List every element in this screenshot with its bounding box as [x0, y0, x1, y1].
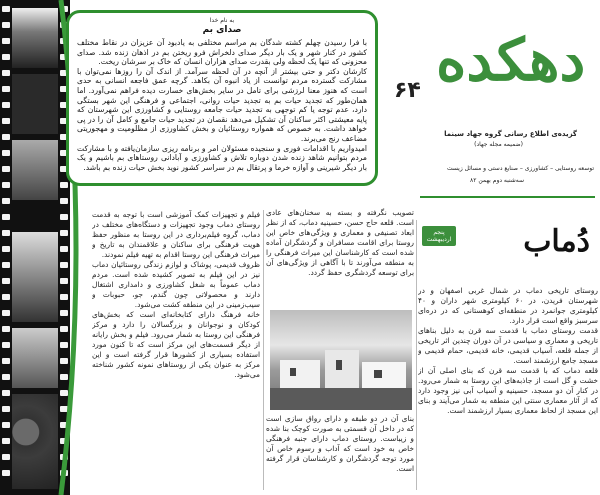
film-frame-portrait — [12, 140, 58, 200]
announcement-heading: صدای بم — [202, 25, 242, 35]
article-title: دُماب — [523, 224, 590, 259]
announcement-bismillah: به نام خدا — [209, 17, 235, 24]
separator-line — [420, 196, 595, 198]
announcement-paragraph: با فرا رسیدن چهلم کشته شدگان بم مراسم مختلفی به یادبود آن عزیزان در نقاط مختلف کشور در کنار شهر و یک بار دیگر صدای دلخراش فرو ریختن بم در اذهان زنده شد. صدای محزونی که تنها یک لحظه ولی بقدرت صدای هزاران انسان که خاک بر سرشان ریخت. — [77, 38, 367, 67]
contents-line: توسعه روستایی – کشاورزی – صنایع دستی و مسائل زیست — [446, 165, 594, 172]
masthead — [388, 20, 593, 150]
article-paragraph: قلعه دماب که با قدمت سه قرن که بنای اصلی آن از خشت و گل است از جاذبه‌های این روستا به شمار می‌رود. در کنار آن دو مسجد، حسینیه و آسیاب آبی نیز وجود دارد که از آثار معماری سنتی این منطقه به شمار می‌آیند و بنای این مسجد از لحاظ معماری بسیار ارزشمند است. — [418, 366, 598, 415]
issue-date: سه‌شنبه دوم بهمن ۸۲ — [470, 177, 525, 184]
announcement-box — [66, 10, 378, 186]
article-paragraph: تصویب نگرفته و بسته به سخنان‌های عادی است. قلعه حاج حسن، حسینیه دماب، که از نظر ابعاد تصنیفی و معماری و ویژگی‌های خاص این روستا برای اقامت مسافران و گردشگران آماده شده است که کارشناسان این میراث فرهنگی را به منطقه می‌آورند تا با آگاهی از ویژگی‌های آن برای توسعه گردشگری حفظ گردد. — [266, 208, 414, 277]
article-column-left — [92, 210, 260, 492]
article-paragraph: قدمت روستای دماب با قدمت سه قرن به دلیل بناهای تاریخی و معماری و سیاسی در آن دوران چندین اثر تاریخی از جمله قلعه، آسیاب قدیمی، خانه قدیمی، حمام قدیمی و مسجد جامع ارزشمند است. — [418, 326, 598, 365]
announcement-paragraph: امیدواریم با اقدامات فوری و سنجیده مسئولان امر و برنامه ریزی سازمان‌یافته و با مشارکت مردم بتوانیم شاهد زنده شدن دوباره تلاش و کشاورزی و آبادانی روستاهای بم باشیم و یک بار دیگر شیرینی و آوازه خرما و پرتقال بم در سراسر کشور نوید بخش حیات زنده بم باشد. — [77, 143, 367, 172]
film-frame-building — [12, 232, 58, 322]
article-column-middle-bottom — [266, 414, 414, 492]
article-title-block — [420, 222, 598, 282]
article-paragraph: بنای آن در دو طبقه و دارای رواق سازی است که در داخل آن قسمتی به صورت کوچک بنا شده و زیباست. روستای دماب دارای جنبه فرهنگی خاص به خود است که آداب و رسوم خاص آن مورد توجه گردشگران و کارشناسان قرار گرفته است. — [266, 414, 414, 473]
masthead-subtitle: گزیده‌ی اطلاع رسانی گروه جهاد سینما — [444, 130, 577, 138]
column-divider — [416, 220, 417, 490]
film-frame-dark — [12, 74, 58, 134]
article-column-right — [418, 286, 598, 491]
article-paragraph: ظروف قدیمی، پوشاک و لوازم زندگی روستائیان دماب نیز در این فیلم به تصویر کشیده شده است. مردم دماب عموماً به شغل کشاورزی و دامداری اشتغال دارند و محصولاتی چون گندم، جو، حبوبات و سیب‌زمینی در این منطقه کشت می‌شود. — [92, 260, 260, 309]
article-paragraph: فیلم و تجهیزات کمک آموزشی است با توجه به قدمت روستای دماب وجود تجهیزات و دستگاه‌های مختلف در دماب، گروه فیلم‌برداری در این روستا به منظور حفظ هویت فرهنگی برای ساکنان و علاقمندان به تاریخ و میراث فرهنگی این روستا اقدام به تهیه فیلم نمودند. — [92, 210, 260, 259]
film-frame-woman-photo — [12, 8, 58, 68]
issue-number: ۶۴ — [394, 78, 421, 103]
film-frame-village — [12, 328, 58, 388]
announcement-paragraph: کارشان دکتر و حتی بیشتر از آنچه در آن لحظه سرآمد. از اندک آن را روزها نمی‌توان با مشارکت گسترده مردم توانست از یاد انبوه آن بکاهد. گرچه عمق فاجعه انسانی به حدی است که هنوز معنا لرزشی برای تامل در سایر بخش‌های خسارت دیده فراهم نمی‌آورد. اما همان‌طور که تجدید حیات بم به تجدید حیات روانی، اجتماعی و فرهنگی این شهر بستگی دارد، عدم توجه یا کم توجهی به تجدید حیات جامعه روستایی و کشاورزی این شهرستان که پایه معیشتی اکثر ساکنان آن تشکیل می‌دهد نقصان در تجدید حیات جامع و کامل آن را در پی خواهد داشت. به خصوص که همواره روستائیان و بخش کشاورزی از مظلومیت و مهجوریتی مضاعف رنج می‌برند. — [77, 66, 367, 143]
article-paragraph: روستای تاریخی دماب در شمال غربی اصفهان و در شهرستان فریدن، در ۶۰ کیلومتری شهر داران و ۴۰ کیلومتری جوانمرد در منطقه‌ای کوهستانی که در دره‌ای سرسبز واقع است قرار دارد. — [418, 286, 598, 325]
film-frame-fruit — [12, 394, 58, 489]
article-paragraph: خانه فرهنگ دارای کتابخانه‌ای است که بخش‌های کودکان و نوجوانان و بزرگسالان را دارد و مرکز فرهنگی این روستا به شمار می‌رود. فیلم و بخش رایانه از دیگر قسمت‌های این مرکز است که تا کنون مورد استفاده بسیاری از کشورها قرار گرفته است و این مرکز به عنوان یکی از روستاهای نمونه کشور شناخته می‌شود. — [92, 310, 260, 379]
article-tag: پنجم اردیبهشت — [422, 226, 456, 246]
article-column-middle-top — [266, 208, 414, 306]
column-divider — [263, 210, 264, 490]
village-photo-illustration — [270, 310, 412, 410]
announcement-body — [77, 38, 367, 172]
logo-word: دهکده — [436, 26, 586, 94]
masthead-subtitle-small: (ضمیمه مجله جهاد) — [474, 141, 523, 148]
village-photo — [270, 310, 412, 410]
